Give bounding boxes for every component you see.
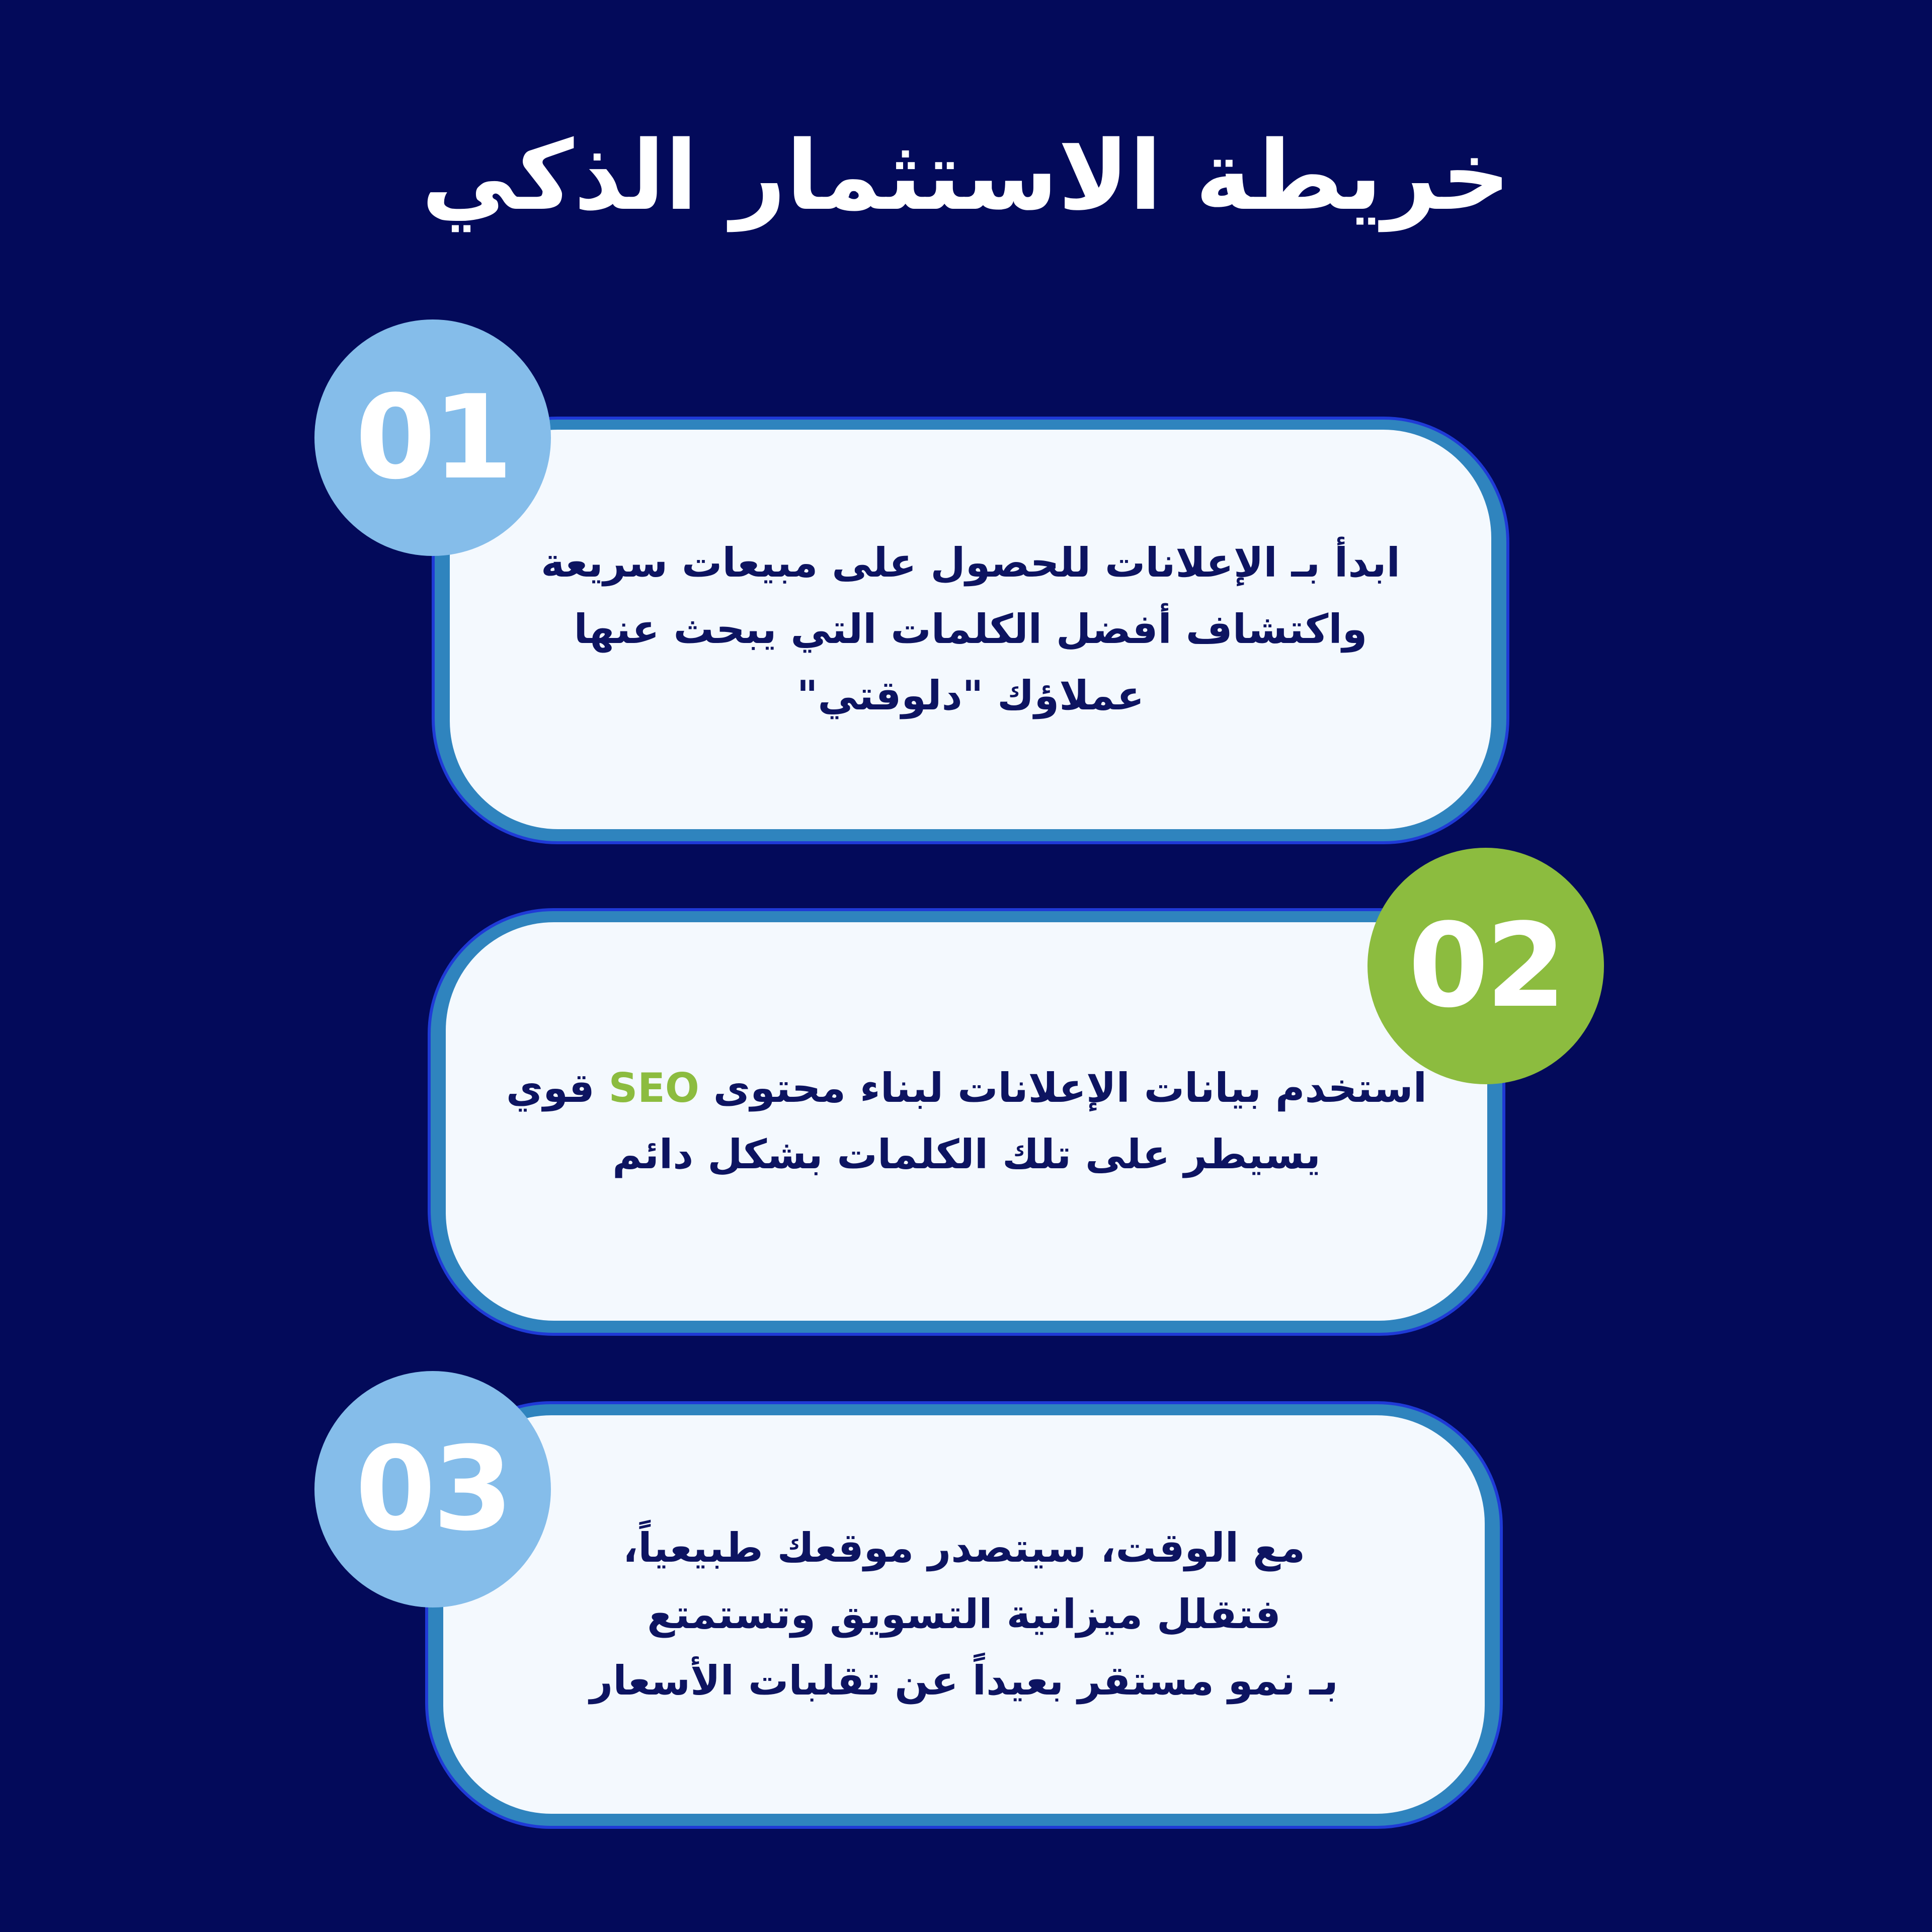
- step-1-number-badge: [314, 319, 551, 556]
- step-3-number: 03: [355, 1422, 511, 1557]
- step-2-number-badge: [1367, 848, 1604, 1084]
- step-2-line-1: [489, 1055, 1444, 1121]
- step-card-2: [428, 908, 1505, 1336]
- step-card-3: [425, 1401, 1503, 1829]
- step-1-text: [493, 530, 1448, 729]
- step-2-text: [489, 1055, 1444, 1188]
- step-1-line-1: ابدأ بـ الإعلانات للحصول على مبيعات سريعة: [540, 539, 1400, 586]
- step-2-line-1-end: قوي: [506, 1065, 609, 1111]
- step-3-number-badge: [314, 1371, 551, 1607]
- step-card-2-body: [446, 922, 1487, 1321]
- step-card-3-body: [443, 1415, 1485, 1814]
- page-title: خريطة الاستثمار الذكي: [421, 120, 1511, 231]
- step-2-number: 02: [1408, 899, 1564, 1033]
- step-1-line-2: واكتشاف أفضل الكلمات التي يبحث عنها: [574, 606, 1367, 653]
- seo-highlight: SEO: [608, 1065, 699, 1111]
- step-3-text: [486, 1515, 1442, 1714]
- step-2-line-2: يسيطر على تلك الكلمات بشكل دائم: [612, 1131, 1321, 1178]
- step-card-1-body: [450, 430, 1491, 829]
- step-3-line-3: بـ نمو مستقر بعيداً عن تقلبات الأسعار: [590, 1657, 1338, 1704]
- step-1-number: 01: [355, 370, 511, 505]
- step-2-line-1-start: استخدم بيانات الإعلانات لبناء محتوى: [699, 1065, 1427, 1111]
- step-3-line-1: مع الوقت، سيتصدر موقعك طبيعياً،: [622, 1524, 1306, 1571]
- step-3-line-2: فتقلل ميزانية التسويق وتستمتع: [647, 1591, 1281, 1638]
- step-card-1: [432, 417, 1509, 844]
- step-1-line-3: عملاؤك "دلوقتي": [796, 672, 1145, 719]
